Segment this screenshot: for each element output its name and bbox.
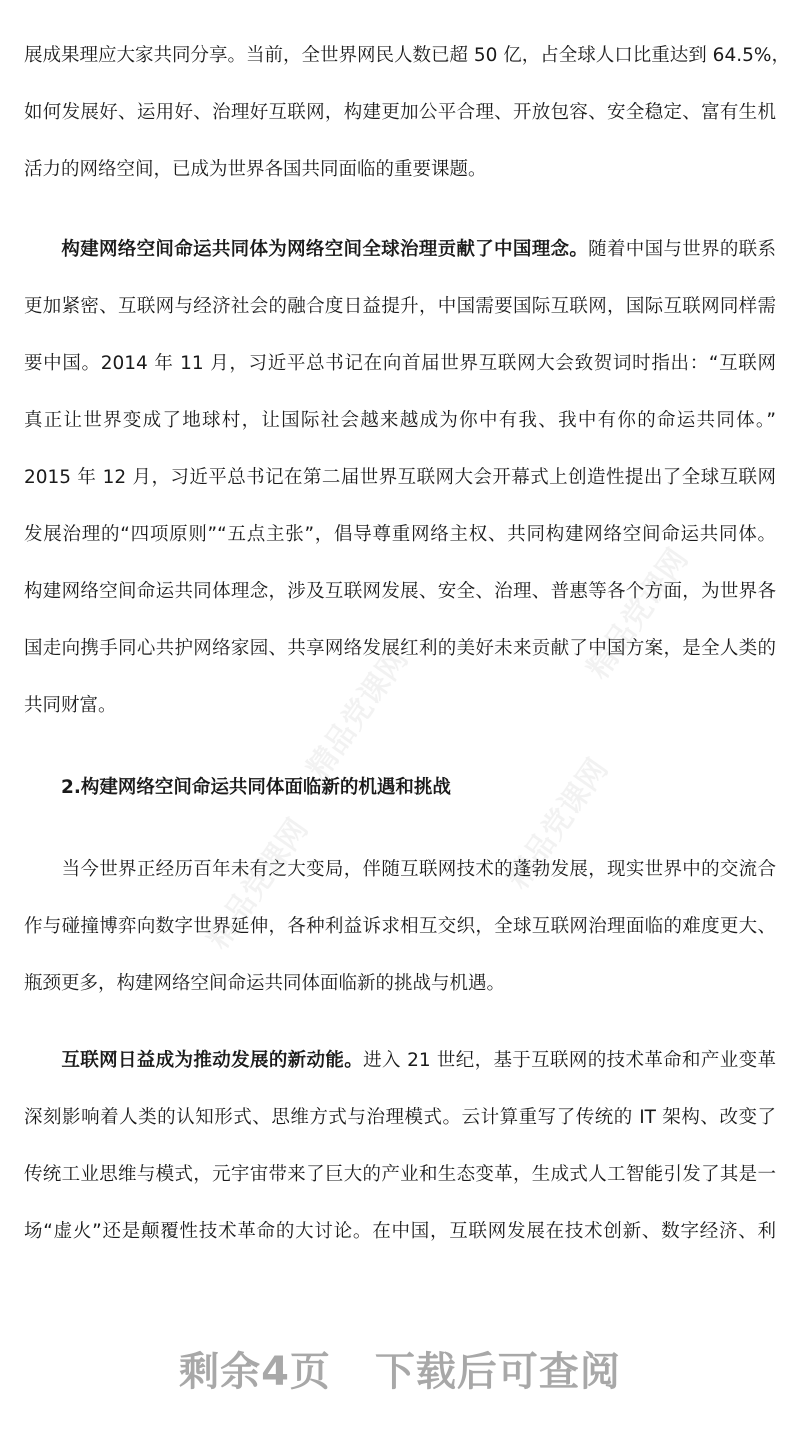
text-line: 真正让世界变成了地球村，让国际社会越来越成为你中有我、我中有你的命运共同体。” xyxy=(24,410,776,431)
watermark-text: 精品党课网 xyxy=(200,812,316,956)
text-line: 2015 年 12 月，习近平总书记在第二届世界互联网大会开幕式上创造性提出了全球互联网 xyxy=(24,467,776,488)
bold-lead: 互联网日益成为推动发展的新动能。 xyxy=(61,1050,364,1071)
text-line: 要中国。2014 年 11 月，习近平总书记在向首届世界互联网大会致贺词时指出：“互联网 xyxy=(24,353,776,374)
text-line: 场“虚火”还是颠覆性技术革命的大讨论。在中国，互联网发展在技术创新、数字经济、利 xyxy=(24,1221,777,1242)
text-line: 瓶颈更多，构建网络空间命运共同体面临新的挑战与机遇。 xyxy=(24,973,506,994)
text-run: 随着中国与世界的联系 xyxy=(588,239,776,260)
text-line: 作与碰撞博弈向数字世界延伸，各种利益诉求相互交织，全球互联网治理面临的难度更大、 xyxy=(24,916,776,937)
download-to-view-text: 下载后可查阅 xyxy=(374,1349,621,1395)
section-heading: 2.构建网络空间命运共同体面临新的机遇和挑战 xyxy=(61,777,451,798)
text-line: 发展治理的“四项原则”“五点主张”，倡导尊重网络主权、共同构建网络空间命运共同体。 xyxy=(24,524,776,545)
text-line: 展成果理应大家共同分享。当前，全世界网民人数已超 50 亿，占全球人口比重达到 64.5%， xyxy=(24,45,790,66)
text-line: 传统工业思维与模式，元宇宙带来了巨大的产业和生态变革，生成式人工智能引发了其是一 xyxy=(24,1164,776,1185)
watermark-text: 精品党课网 xyxy=(300,642,416,786)
text-line: 如何发展好、运用好、治理好互联网，构建更加公平合理、开放包容、安全稳定、富有生机 xyxy=(24,102,776,123)
download-prompt[interactable] xyxy=(0,1340,800,1397)
watermark-text: 精品党课网 xyxy=(500,752,616,896)
text-run: 进入 21 世纪，基于互联网的技术革命和产业变革 xyxy=(363,1050,776,1071)
watermark-text: 精品党课网 xyxy=(580,542,696,686)
text-line: 深刻影响着人类的认知形式、思维方式与治理模式。云计算重写了传统的 IT 架构、改变了 xyxy=(24,1107,776,1128)
text-line: 活力的网络空间，已成为世界各国共同面临的重要课题。 xyxy=(24,159,487,180)
text-line: 共同财富。 xyxy=(24,695,117,716)
text-line: 构建网络空间命运共同体理念，涉及互联网发展、安全、治理、普惠等各个方面，为世界各 xyxy=(24,581,776,602)
text-line: 当今世界正经历百年未有之大变局，伴随互联网技术的蓬勃发展，现实世界中的交流合 xyxy=(24,859,776,880)
remaining-pages-text: 剩余4页 xyxy=(179,1349,331,1395)
text-line xyxy=(24,238,776,262)
text-line: 更加紧密、互联网与经济社会的融合度日益提升，中国需要国际互联网，国际互联网同样需 xyxy=(24,296,776,317)
text-line xyxy=(24,1049,776,1073)
text-line: 国走向携手同心共护网络家园、共享网络发展红利的美好未来贡献了中国方案，是全人类的 xyxy=(24,638,776,659)
bold-lead: 构建网络空间命运共同体为网络空间全球治理贡献了中国理念。 xyxy=(61,239,589,260)
